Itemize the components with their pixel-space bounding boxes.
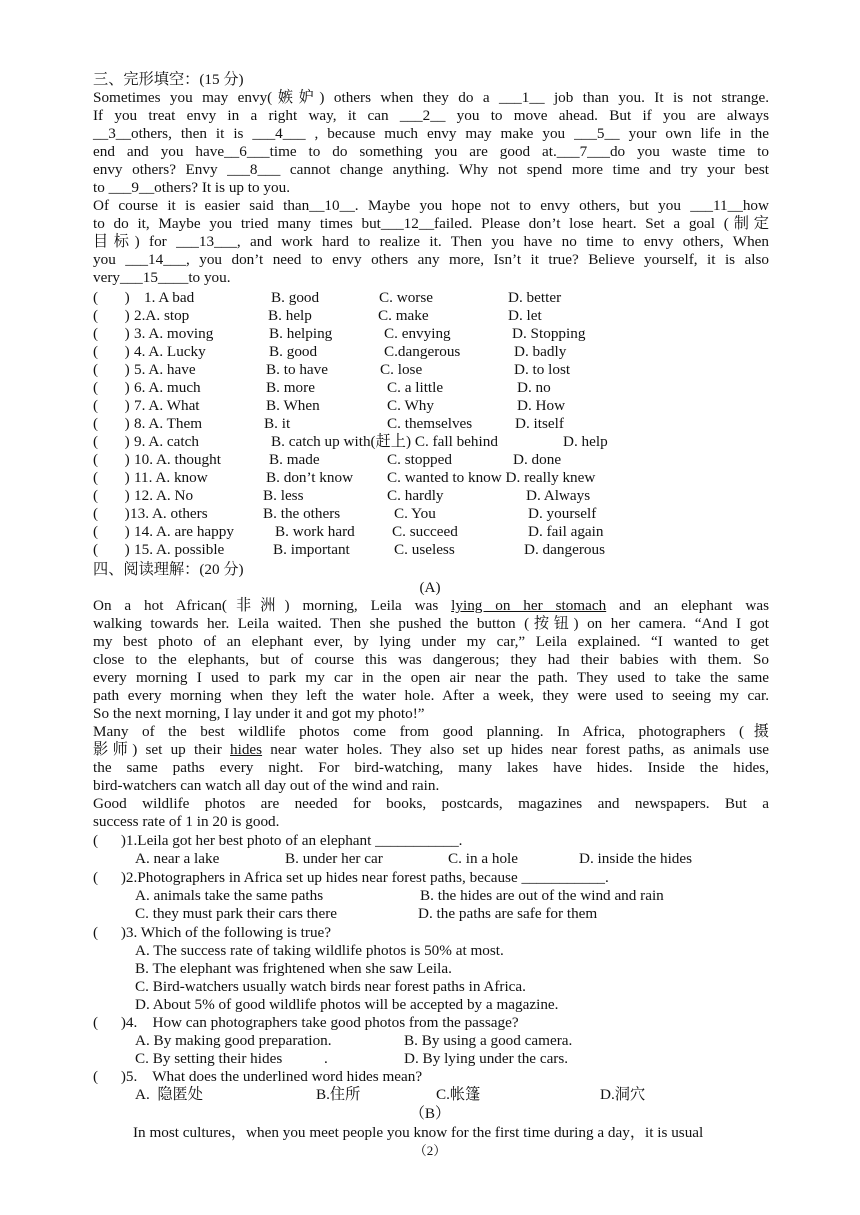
option-b: B. helping (269, 325, 333, 342)
option-a: 12. A. No (134, 487, 194, 504)
option-d: D. How (517, 397, 566, 414)
option-d: D. done (513, 451, 562, 468)
question-stem: ( )4. How can photographers take good photos from the passage? (93, 1014, 519, 1031)
text-run: On a hot African(非洲) morning, Leila was (93, 597, 452, 614)
option-c: C.dangerous (384, 343, 461, 360)
option-c: C. useless (394, 541, 455, 558)
option-b: B. When (266, 397, 320, 414)
passage-line: If you treat envy in a right way, it can ___2__ you to move ahead. But if you are always (93, 107, 769, 124)
option-a: 5. A. have (134, 361, 196, 378)
answer-blank[interactable]: ( ) (93, 397, 130, 414)
question-stem: ( )3. Which of the following is true? (93, 924, 332, 941)
option-c: C. succeed (392, 523, 458, 540)
answer-blank[interactable]: ( ) (93, 379, 130, 396)
answer-blank[interactable]: ( ) (93, 415, 130, 432)
answer-blank[interactable]: ( ) (93, 469, 130, 486)
option-a: 9. A. catch (134, 433, 199, 450)
passage-a-label: (A) (419, 579, 441, 596)
option-a: 3. A. moving (134, 325, 214, 342)
underlined-phrase: lying on her stomach (451, 597, 607, 614)
passage-line: envy others? Envy ___8___ cannot change anything. Why not spend more time and try your best (93, 161, 769, 178)
option-a[interactable]: A. animals take the same paths (135, 887, 324, 904)
option-c: C. Why (387, 397, 434, 414)
option-a[interactable]: A. near a lake (135, 850, 220, 867)
option-b: B. more (266, 379, 315, 396)
option-d[interactable]: D. inside the hides (579, 850, 693, 867)
option-a: 15. A. possible (134, 541, 225, 558)
passage-line: Good wildlife photos are needed for books, postcards, magazines and newspapers. But a (93, 795, 769, 812)
option-a: 7. A. What (134, 397, 200, 414)
option-c[interactable]: C. Bird-watchers usually watch birds near forest paths in Africa. (135, 978, 526, 995)
passage-line: very___15____to you. (93, 269, 231, 286)
option-d: D. Always (526, 487, 591, 504)
answer-blank[interactable]: ( ) (93, 451, 130, 468)
passage-line: to do it, Maybe you tried many times but___12__failed. Please don’t lose heart. Set a goal (制定 (93, 215, 769, 232)
option-a: 14. A. are happy (134, 523, 234, 540)
passage-line: 目标) for ___13___, and work hard to realize it. Then you have no time to envy others, When (93, 233, 769, 250)
option-b: B. help (268, 307, 312, 324)
option-b: B. less (263, 487, 304, 504)
option-b[interactable]: B. By using a good camera. (404, 1032, 573, 1049)
option-d: D. yourself (528, 505, 597, 522)
passage-b-line: In most cultures，when you meet people you know for the first time during a day，it is usual (133, 1124, 704, 1141)
option-a[interactable]: A. The success rate of taking wildlife photos is 50% at most. (135, 942, 504, 959)
option-d: D. badly (514, 343, 567, 360)
option-c: C. make (378, 307, 429, 324)
option-c: C. hardly (387, 487, 444, 504)
option-d: D. fail again (528, 523, 604, 540)
option-c: C. wanted to know D. really knew (387, 469, 596, 486)
option-a: 11. A. know (134, 469, 208, 486)
answer-blank[interactable]: ( ) (93, 433, 130, 450)
option-d[interactable]: D. the paths are safe for them (418, 905, 598, 922)
passage-b-label: （B） (409, 1105, 451, 1122)
option-b: B. work hard (275, 523, 355, 540)
option-b[interactable]: B. the hides are out of the wind and rain (420, 887, 664, 904)
text-run: and an elephant was (606, 597, 769, 614)
text-run: 影师) set up their (93, 741, 231, 758)
answer-blank[interactable]: ( ) (93, 325, 130, 342)
passage-line: Sometimes you may envy(嫉妒) others when they do a ___1__ job than you. It is not strange. (93, 89, 769, 106)
passage-line: Many of the best wildlife photos come from good planning. In Africa, photographers (摄 (93, 723, 769, 740)
option-b: B. to have (266, 361, 329, 378)
passage-line: success rate of 1 in 20 is good. (93, 813, 280, 830)
passage-line: Of course it is easier said than__10__. Maybe you hope not to envy others, but you ___11__how (93, 197, 769, 214)
option-b[interactable]: B. The elephant was frightened when she saw Leila. (135, 960, 452, 977)
option-d: D. Stopping (512, 325, 586, 342)
text-run: near water holes. They also set up hides near forest paths, as animals use (262, 741, 769, 758)
option-b: B. good (269, 343, 318, 360)
option-c: C. worse (379, 289, 433, 306)
passage-line: the same paths every night. For bird-watching, many lakes have hides. Inside the hides, (93, 759, 769, 776)
option-d[interactable]: D. About 5% of good wildlife photos will be accepted by a magazine. (135, 996, 559, 1013)
option-c: C. lose (380, 361, 423, 378)
option-d[interactable]: D.洞穴 (600, 1086, 646, 1103)
option-b: B. it (264, 415, 291, 432)
option-a: 4. A. Lucky (134, 343, 206, 360)
option-c[interactable]: C. they must park their cars there (135, 905, 338, 922)
answer-blank[interactable]: ( ) (93, 307, 130, 324)
question-stem: ( )1.Leila got her best photo of an elephant ___________. (93, 832, 463, 849)
passage-line: end and you have__6___time to do something you are good at.___7___do you waste time to (93, 143, 769, 160)
option-d: D. dangerous (524, 541, 605, 558)
passage-line: to ___9__others? It is up to you. (93, 179, 290, 196)
option-b[interactable]: B.住所 (316, 1086, 361, 1103)
passage-line: walking towards her. Leila waited. Then she pushed the button (按钮) on her camera. “And I got (93, 615, 769, 632)
passage-line: my best photo of an elephant ever, by lying under my car,” Leila explained. “I wanted to get (93, 633, 769, 650)
option-a: 6. A. much (134, 379, 201, 396)
page-number: （2） (413, 1143, 447, 1158)
option-c: C. themselves (387, 415, 473, 432)
option-b: B. catch up with(赶上) C. fall behind (271, 433, 498, 450)
answer-blank[interactable]: ( ) (93, 505, 130, 522)
answer-blank[interactable]: ( ) (93, 289, 130, 306)
passage-line: __3__others, then it is ___4___ , because much envy may make you ___5__ your own life in the (93, 125, 769, 142)
section3-title: 三、完形填空：(15 分) (93, 71, 244, 88)
passage-line: So the next morning, I lay under it and got my photo!” (93, 705, 425, 722)
passage-line: every morning I used to park my car in the open air near the path. They used to take the same (93, 669, 769, 686)
option-d: D. better (508, 289, 562, 306)
option-c: C. stopped (387, 451, 452, 468)
option-b: B. the others (263, 505, 341, 522)
option-a: 8. A. Them (134, 415, 203, 432)
option-b[interactable]: B. under her car (285, 850, 383, 867)
option-a: 10. A. thought (134, 451, 221, 468)
option-c: C. envying (384, 325, 451, 342)
option-d[interactable]: D. By lying under the cars. (404, 1050, 569, 1067)
option-a[interactable]: A. By making good preparation. (135, 1032, 332, 1049)
answer-blank[interactable]: ( ) (93, 361, 130, 378)
answer-blank[interactable]: ( ) (93, 541, 130, 558)
answer-blank[interactable]: ( ) (93, 523, 130, 540)
question-stem: ( )2.Photographers in Africa set up hides near forest paths, because ___________. (93, 869, 609, 886)
option-a: 2.A. stop (134, 307, 190, 324)
option-d: D. no (517, 379, 551, 396)
answer-blank[interactable]: ( ) (93, 343, 130, 360)
option-b: B. don’t know (266, 469, 354, 486)
underlined-word: hides (230, 741, 263, 758)
option-d: D. help (563, 433, 608, 450)
option-c: C. You (394, 505, 436, 522)
option-b: B. made (269, 451, 320, 468)
passage-line: path every morning when they left the water hole. After a week, they were used to seeing my car. (93, 687, 769, 704)
passage-line: you ___14___, you don’t need to envy others any more, Isn’t it true? Believe yourself, it is also (93, 251, 769, 268)
option-d: D. itself (515, 415, 564, 432)
option-c[interactable]: C. in a hole (448, 850, 519, 867)
option-d: D. to lost (514, 361, 571, 378)
option-b: B. important (273, 541, 350, 558)
section4-title: 四、阅读理解：(20 分) (93, 561, 244, 578)
option-c[interactable]: C.帐篷 (436, 1086, 481, 1103)
option-b: B. good (271, 289, 320, 306)
answer-blank[interactable]: ( ) (93, 487, 130, 504)
option-c: C. a little (387, 379, 444, 396)
option-a[interactable]: A. 隐匿处 (135, 1086, 203, 1103)
passage-line: bird-watchers can watch all day out of the wind and rain. (93, 777, 440, 794)
option-c[interactable]: C. By setting their hides . (135, 1050, 328, 1067)
option-a: 1. A bad (144, 289, 195, 306)
question-stem: ( )5. What does the underlined word hides mean? (93, 1068, 423, 1085)
option-d: D. let (508, 307, 542, 324)
passage-line: close to the elephants, but of course this was dangerous; they had their babies with them. So (93, 651, 769, 668)
option-a: 13. A. others (130, 505, 208, 522)
